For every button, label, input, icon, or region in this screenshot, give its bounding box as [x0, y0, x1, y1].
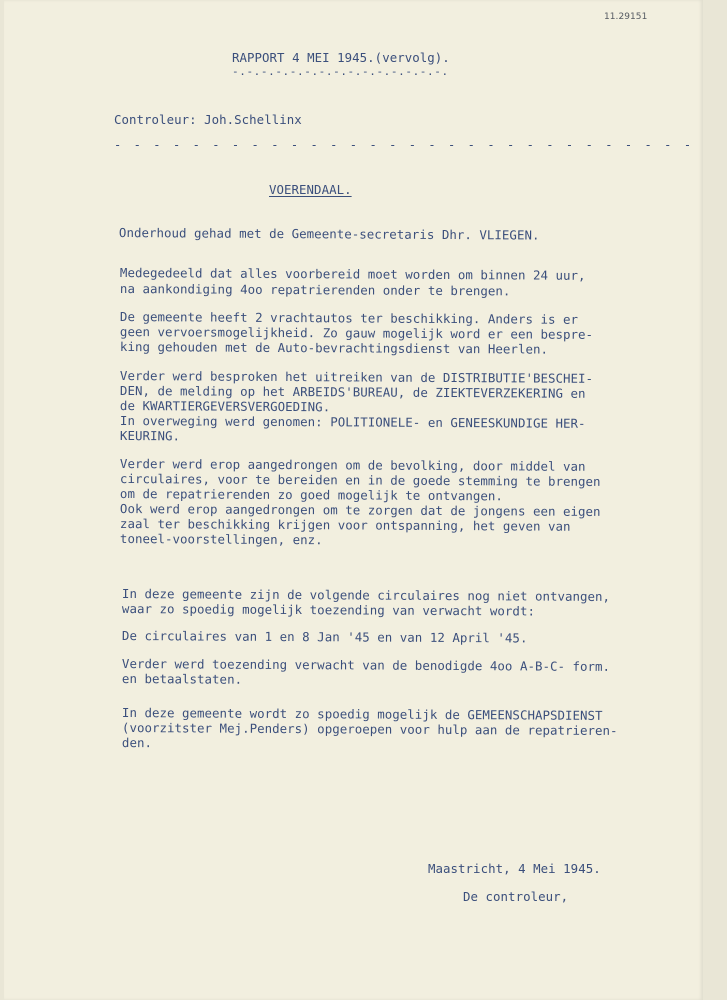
separator-line: - - - - - - - - - - - - - - - - - - - - - - - - - - - - - -: [114, 138, 694, 152]
body-line: toneel-voorstellingen, enz.: [119, 531, 323, 548]
body-line: geen vervoersmogelijkheid. Zo gauw mogelijk word er een bespre-: [119, 324, 594, 342]
body-line: KEURING.: [119, 428, 181, 444]
body-line: Verder werd toezending verwacht van de benodigde 4oo A-B-C- form.: [121, 656, 611, 674]
controller-line: Controleur: Joh.Schellinx: [114, 112, 302, 127]
body-line: De gemeente heeft 2 vrachtautos ter beschikking. Anders is er: [119, 309, 579, 327]
body-line: DEN, de melding op het ARBEIDS'BUREAU, de ZIEKTEVERZEKERING en: [119, 383, 586, 401]
body-line: en betaalstaten.: [121, 671, 243, 687]
body-line: Verder werd erop aangedrongen om de bevolking, door middel van: [119, 456, 586, 474]
body-line: waar zo spoedig mogelijk toezending van verwacht wordt:: [121, 601, 536, 619]
reference-number: 11.29151: [604, 12, 648, 22]
body-line: (voorzitster Mej.Penders) opgeroepen voor hulp aan de repatrieren-: [121, 720, 618, 739]
body-line: Verder werd besproken het uitreiken van de DISTRIBUTIE'BESCHEI-: [119, 368, 594, 386]
body-line: In deze gemeente zijn de volgende circulaires nog niet ontvangen,: [121, 586, 611, 604]
body-line: Ook werd erop aangedrongen om te zorgen dat de jongens een eigen: [119, 501, 601, 519]
report-title: RAPPORT 4 MEI 1945.(vervolg).: [232, 50, 450, 65]
body-line: In deze gemeente wordt zo spoedig mogelijk de GEMEENSCHAPSDIENST: [121, 705, 603, 723]
place-date: Maastricht, 4 Mei 1945.: [428, 861, 601, 876]
body-line: De circulaires van 1 en 8 Jan '45 en van 12 April '45.: [121, 628, 528, 646]
body-line: In overweging werd genomen: POLITIONELE- en GENEESKUNDIGE HER-: [119, 413, 586, 431]
body-line: circulaires, voor te bereiden en in de goede stemming te brengen: [119, 471, 601, 489]
document-page: [4, 0, 703, 1000]
body-line: na aankondiging 4oo repatrierenden onder te brengen.: [119, 281, 511, 299]
signature-title: De controleur,: [463, 889, 569, 904]
body-line: Onderhoud gehad met de Gemeente-secretaris Dhr. VLIEGEN.: [118, 225, 540, 243]
body-line: king gehouden met de Auto-bevrachtingsdienst van Heerlen.: [119, 339, 549, 357]
body-line: Medegedeeld dat alles voorbereid moet worden om binnen 24 uur,: [119, 265, 586, 283]
body-line: de KWARTIERGEVERSVERGOEDING.: [119, 398, 331, 415]
body-line: den.: [121, 735, 153, 751]
body-line: om de repatrierenden zo goed mogelijk te ontvangen.: [119, 486, 503, 504]
place-heading: VOERENDAAL.: [269, 182, 352, 197]
body-line: zaal ter beschikking krijgen voor ontspanning, het geven van: [119, 516, 571, 534]
title-rule: -.-.-.-.-.-.-.-.-.-.-.-.-.-.-.: [232, 65, 449, 78]
